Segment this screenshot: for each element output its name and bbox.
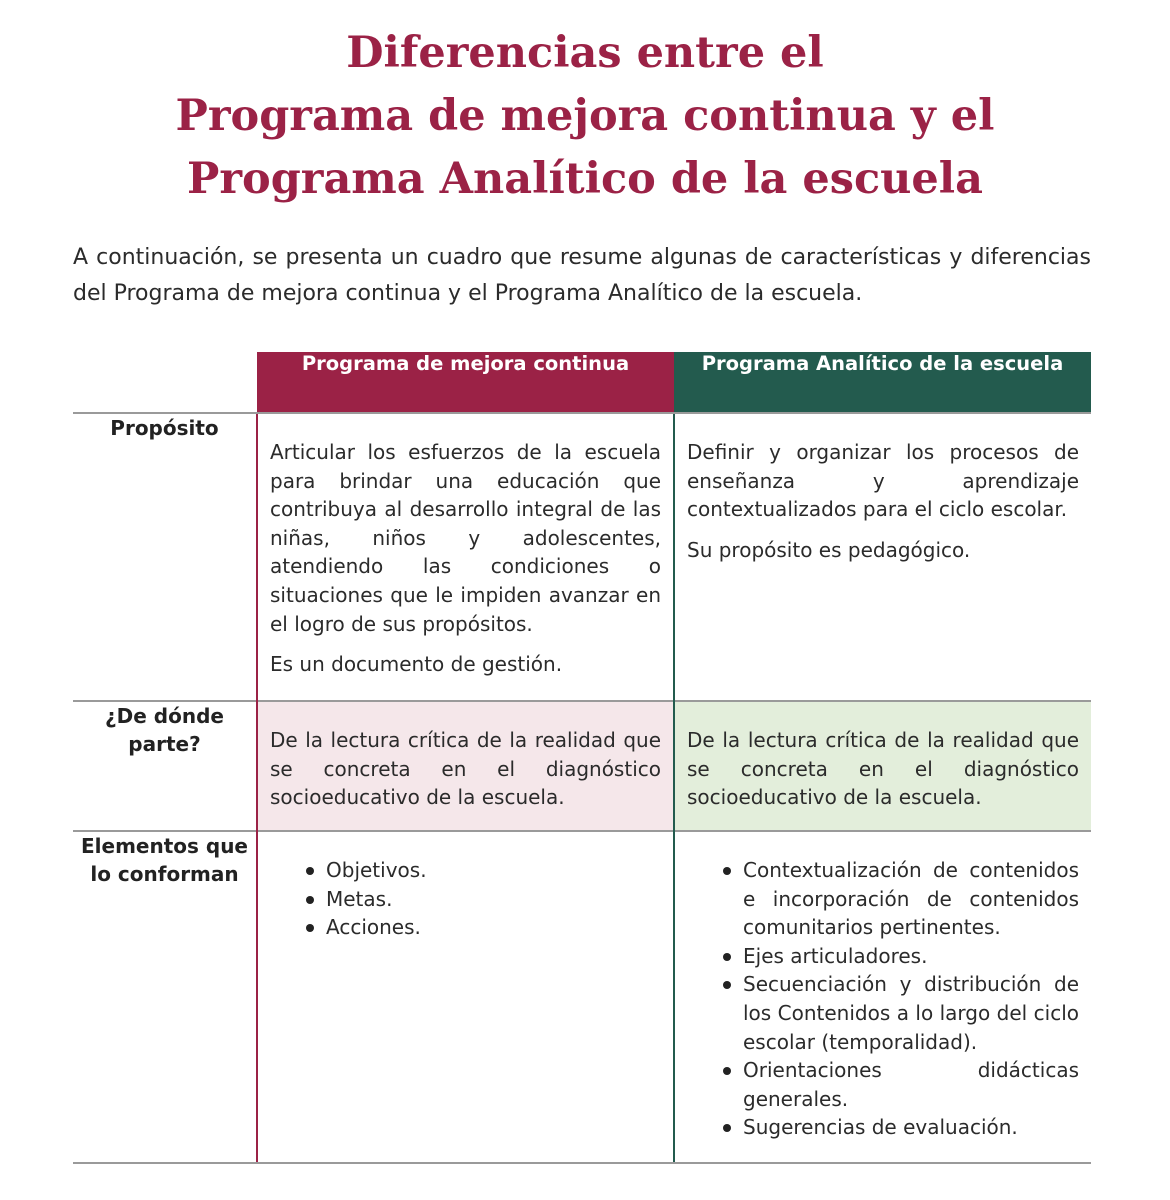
table-row-elementos [73,831,1091,1163]
list-item: Ejes articuladores. [743,942,1079,971]
cell-proposito-mejora [257,413,674,701]
parte-analitico-text: De la lectura crítica de la realidad que se concreta en el diagnóstico socioeducativo de la escuela. [687,728,1079,810]
row-label-elementos-line2: lo conforman [90,862,239,886]
cell-elementos-mejora [257,831,674,1163]
table-row-de-donde-parte [73,701,1091,831]
list-item: Orientaciones didácticas generales. [743,1056,1079,1113]
cell-elementos-analitico [674,831,1091,1163]
cell-parte-mejora [257,701,674,831]
proposito-mejora-note: Es un documento de gestión. [270,652,563,677]
title-line-2: Programa de mejora continua y el [175,91,995,141]
elementos-analitico-list [687,856,1079,1142]
list-item: Metas. [326,885,661,914]
cell-parte-analitico [674,701,1091,831]
table-row-proposito [73,413,1091,701]
proposito-analitico-note: Su propósito es pedagógico. [687,537,971,562]
cell-proposito-analitico [674,413,1091,701]
intro-paragraph: A continuación, se presenta un cuadro que resume algunas de características y diferencias del Programa de mejora continua y el Programa Analítico de la escuela. [73,245,1091,306]
row-label-elementos [73,831,257,1163]
proposito-analitico-text: Definir y organizar los procesos de enseñanza y aprendizaje contextualizados para el ciclo escolar. [687,440,1079,522]
header-empty-cell [73,352,257,413]
list-item: Sugerencias de evaluación. [743,1113,1079,1142]
list-item: Objetivos. [326,856,661,885]
row-label-parte-line1: ¿De dónde [105,704,224,728]
title-line-3: Programa Analítico de la escuela [187,154,983,204]
elementos-mejora-list [270,856,661,942]
list-item: Secuenciación y distribución de los Contenidos a lo largo del ciclo escolar (temporalidad). [743,970,1079,1056]
header-mejora-continua: Programa de mejora continua [257,352,674,413]
parte-mejora-text: De la lectura crítica de la realidad que se concreta en el diagnóstico socioeducativo de la escuela. [270,728,661,810]
table-header-row [73,352,1091,413]
row-label-de-donde-parte [73,701,257,831]
row-label-parte-line2: parte? [128,732,201,756]
list-item: Contextualización de contenidos e incorporación de contenidos comunitarios pertinentes. [743,856,1079,942]
row-label-proposito: Propósito [73,413,257,701]
page-title [0,22,1170,211]
comparison-table [73,352,1091,1164]
list-item: Acciones. [326,913,661,942]
proposito-mejora-text: Articular los esfuerzos de la escuela para brindar una educación que contribuya al desarrollo integral de las niñas, niños y adolescentes, atendiendo las condiciones o situaciones que le impiden avanzar en el logro de sus propósitos. [270,440,661,636]
title-line-1: Diferencias entre el [346,28,824,78]
header-programa-analitico: Programa Analítico de la escuela [674,352,1091,413]
row-label-elementos-line1: Elementos que [80,834,248,858]
